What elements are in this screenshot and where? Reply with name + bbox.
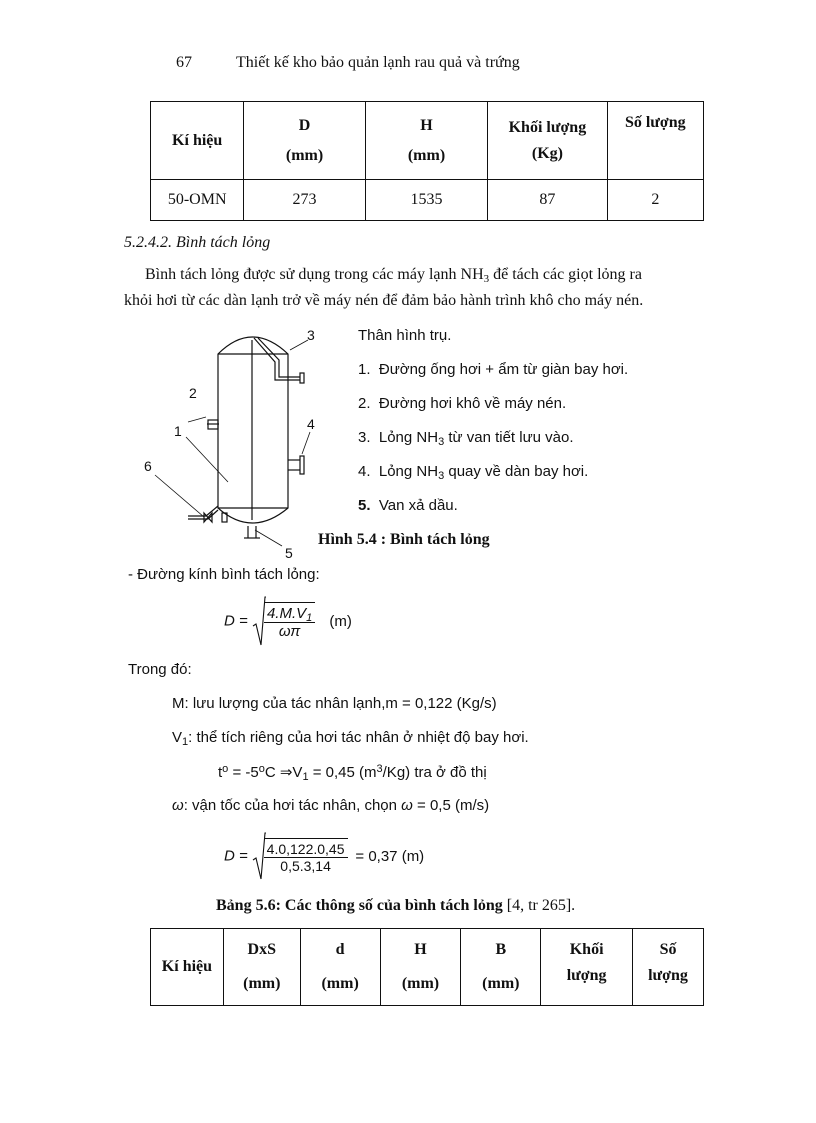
table-header-cell: Kí hiệu [151, 102, 244, 180]
sqrt-fraction: $\frac{4.M.V_1}{\omega\pi}$ [264, 605, 315, 640]
diagram-label-6: 6 [144, 458, 152, 474]
table-cell: 87 [488, 180, 607, 221]
explain-temperature: $t^o = -5^oC$ $\Rightarrow V_1 = 0,45$ $(m^3/Kg)$ tra ở đồ thị [218, 763, 487, 783]
legend-title: Thân hình trụ. [358, 327, 452, 344]
diameter-formula: D = $\frac{4.M.V_1}{\omega\pi}$ (m) [224, 596, 352, 648]
diagram-label-5: 5 [285, 545, 293, 561]
table-header-row [151, 929, 704, 1006]
table-row [151, 180, 704, 221]
intro-line-1: Bình tách lỏng được sử dụng trong các máy lạnh $NH_3$ để tách các giọt lỏng ra [145, 266, 642, 285]
legend-item: 4. Lỏng $NH_3$ quay về dàn bay hơi. [358, 463, 589, 482]
explain-intro: Trong đó: [128, 661, 192, 678]
table-header-cell: B (mm) [461, 929, 541, 1006]
sqrt-fraction: $\frac{4.0,122.0,45}{0,5.3,14}$ [264, 841, 348, 874]
table-header-cell: Khối lượng (Kg) [488, 102, 607, 180]
intro-line-2: khỏi hơi từ các dàn lạnh trở về máy nén để đảm bảo hành trình khô cho máy nén. [124, 292, 644, 309]
table-cell: 2 [607, 180, 703, 221]
legend-item: 3. Lỏng $NH_3$ từ van tiết lưu vào. [358, 429, 574, 448]
separator-spec-table [150, 928, 704, 1006]
table-header-cell: DxS (mm) [223, 929, 300, 1006]
section-heading: 5.2.4.2. Bình tách lỏng [124, 234, 271, 251]
diagram-label-4: 4 [307, 416, 315, 432]
cylinder-spec-table [150, 101, 704, 221]
explain-v1: $V_1$: thể tích riêng của hơi tác nhân ở nhiệt độ bay hơi. [172, 729, 529, 748]
table-header-cell: H (mm) [380, 929, 461, 1006]
legend-item: 5. Van xả dầu. [358, 497, 458, 514]
diagram-label-3: 3 [307, 327, 315, 343]
table-header-cell: Kí hiệu [151, 929, 224, 1006]
running-title: Thiết kế kho bảo quản lạnh rau quả và trứng [236, 54, 520, 71]
table-caption: Bảng 5.6: Các thông số của bình tách lỏng [4, tr 265]. [216, 897, 576, 914]
page-number: 67 [176, 54, 192, 71]
table-cell: 50-OMN [151, 180, 244, 221]
explain-velocity: ω: vận tốc của hơi tác nhân, chọn ω = 0,5 (m/s) [172, 797, 490, 814]
table-header-cell: D (mm) [244, 102, 365, 180]
table-cell: 1535 [365, 180, 487, 221]
table-header-cell: d (mm) [300, 929, 380, 1006]
legend-item: 1. Đường ống hơi + ẩm từ giàn bay hơi. [358, 361, 629, 378]
figure-caption: Hình 5.4 : Bình tách lỏng [318, 531, 490, 548]
table-header-row [151, 102, 704, 180]
table-header-cell: H (mm) [365, 102, 487, 180]
diagram-label-1: 1 [174, 423, 182, 439]
table-cell: 273 [244, 180, 365, 221]
explain-m: M: lưu lượng của tác nhân lạnh,m = 0,122 (Kg/s) [172, 695, 497, 712]
table-header-cell: Số lượng [607, 102, 703, 180]
legend-item: 2. Đường hơi khô về máy nén. [358, 395, 567, 412]
table-header-cell: Khối lượng [541, 929, 633, 1006]
separator-vessel-diagram [130, 320, 330, 570]
table-header-cell: Số lượng [633, 929, 704, 1006]
diagram-label-2: 2 [189, 385, 197, 401]
diameter-intro: - Đường kính bình tách lỏng: [128, 566, 320, 583]
diameter-result-formula: D = $\frac{4.0,122.0,45}{0,5.3,14}$ = 0,37 (m) [224, 832, 424, 882]
